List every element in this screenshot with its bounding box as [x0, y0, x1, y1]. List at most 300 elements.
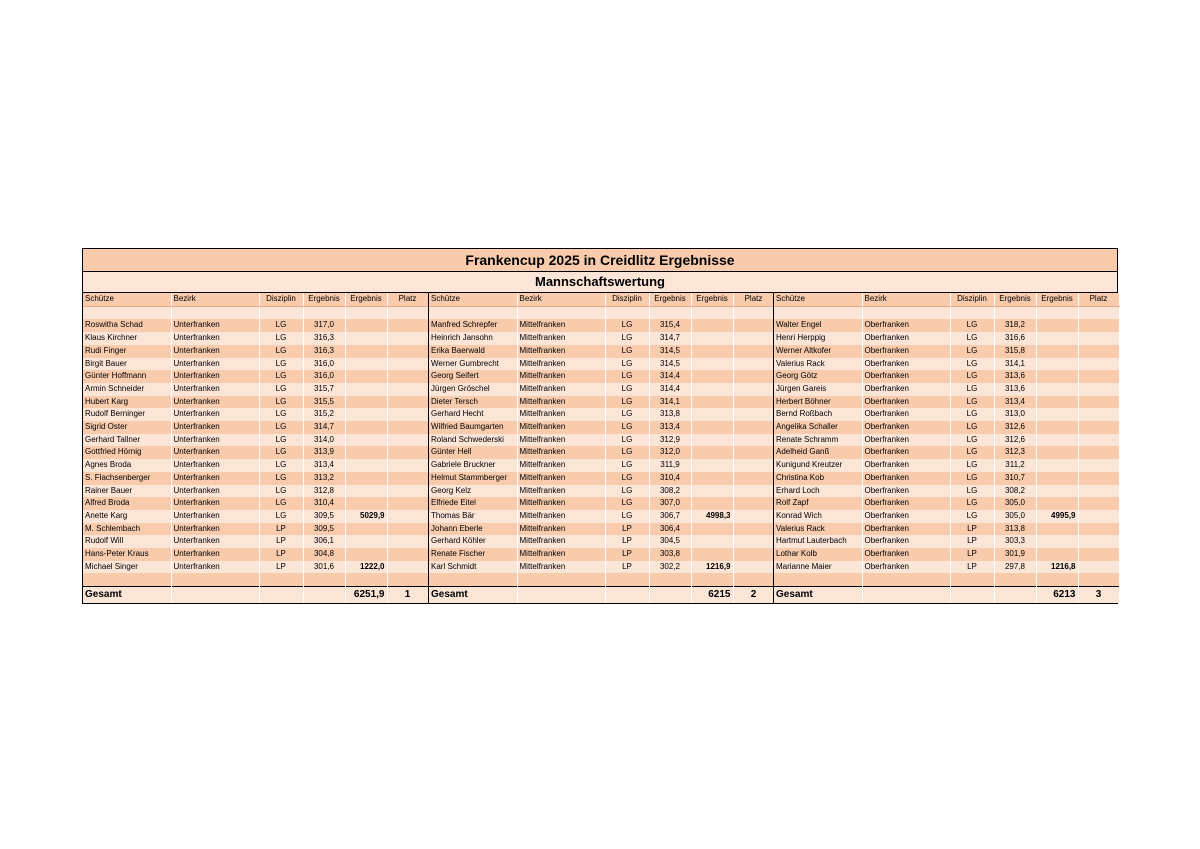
team-subtotal — [691, 446, 733, 459]
discipline-cell: LG — [950, 434, 994, 447]
score-cell: 303,8 — [649, 548, 691, 561]
discipline-cell: LG — [950, 446, 994, 459]
team-subtotal — [691, 485, 733, 498]
shooter-name: Werner Gumbrecht — [429, 358, 517, 371]
team-subtotal — [345, 548, 387, 561]
score-cell: 311,9 — [649, 459, 691, 472]
discipline-cell: LG — [605, 434, 649, 447]
empty-cell — [171, 587, 259, 604]
shooter-name: Thomas Bär — [429, 510, 517, 523]
score-cell: 308,2 — [649, 485, 691, 498]
shooter-name: Birgit Bauer — [83, 358, 171, 371]
shooter-name: Herbert Böhner — [774, 396, 862, 409]
empty-cell — [994, 587, 1036, 604]
discipline-cell: LG — [950, 510, 994, 523]
header-district: Bezirk — [862, 293, 950, 306]
district-cell: Oberfranken — [862, 408, 950, 421]
place-cell — [733, 472, 774, 485]
score-cell: 313,6 — [994, 383, 1036, 396]
table-header-row — [83, 293, 428, 306]
place-cell — [387, 510, 428, 523]
district-cell: Mittelfranken — [517, 523, 605, 536]
place-cell — [733, 535, 774, 548]
discipline-cell: LG — [605, 408, 649, 421]
empty-cell — [303, 587, 345, 604]
discipline-cell: LG — [259, 370, 303, 383]
team-subtotal — [691, 319, 733, 332]
team-subtotal — [1036, 446, 1078, 459]
team-subtotal — [345, 485, 387, 498]
score-cell: 312,3 — [994, 446, 1036, 459]
team-subtotal — [1036, 421, 1078, 434]
team-subtotal — [691, 345, 733, 358]
shooter-name: Heinrich Jansohn — [429, 332, 517, 345]
score-cell: 297,8 — [994, 561, 1036, 574]
team-subtotal — [345, 523, 387, 536]
score-cell: 313,0 — [994, 408, 1036, 421]
discipline-cell: LG — [605, 345, 649, 358]
score-cell: 315,5 — [303, 396, 345, 409]
total-row — [429, 587, 774, 604]
district-cell: Mittelfranken — [517, 319, 605, 332]
team-subtotal — [1036, 358, 1078, 371]
table-row — [774, 332, 1119, 345]
table-row — [83, 421, 428, 434]
place-cell — [1078, 408, 1119, 421]
shooter-name: Christina Kob — [774, 472, 862, 485]
header-district: Bezirk — [517, 293, 605, 306]
header-shooter: Schütze — [83, 293, 171, 306]
team-subtotal — [1036, 396, 1078, 409]
header-district: Bezirk — [171, 293, 259, 306]
discipline-cell: LG — [605, 332, 649, 345]
place-cell — [1078, 472, 1119, 485]
team-subtotal — [691, 472, 733, 485]
score-cell: 305,0 — [994, 497, 1036, 510]
discipline-cell: LG — [950, 345, 994, 358]
score-cell: 306,7 — [649, 510, 691, 523]
place-cell — [733, 332, 774, 345]
shooter-name: Hartmut Lauterbach — [774, 535, 862, 548]
score-cell: 301,6 — [303, 561, 345, 574]
place-cell — [733, 421, 774, 434]
score-cell: 307,0 — [649, 497, 691, 510]
team-subtotal — [1036, 523, 1078, 536]
discipline-cell: LG — [950, 485, 994, 498]
team-subtotal — [345, 383, 387, 396]
table-row — [774, 497, 1119, 510]
team-subtotal — [1036, 548, 1078, 561]
discipline-cell: LG — [605, 472, 649, 485]
discipline-cell: LP — [950, 561, 994, 574]
score-cell: 315,4 — [649, 319, 691, 332]
shooter-name: Valerius Rack — [774, 523, 862, 536]
table-row — [429, 485, 774, 498]
place-cell — [733, 485, 774, 498]
team-table-1 — [83, 293, 428, 603]
district-cell: Oberfranken — [862, 345, 950, 358]
shooter-name: Gabriele Bruckner — [429, 459, 517, 472]
district-cell: Mittelfranken — [517, 396, 605, 409]
header-place: Platz — [387, 293, 428, 306]
score-cell: 314,4 — [649, 370, 691, 383]
discipline-cell: LG — [259, 485, 303, 498]
score-cell: 316,0 — [303, 358, 345, 371]
place-cell — [733, 446, 774, 459]
table-row — [774, 535, 1119, 548]
table-row — [83, 408, 428, 421]
score-cell: 318,2 — [994, 319, 1036, 332]
place-cell — [733, 383, 774, 396]
shooter-name: Agnes Broda — [83, 459, 171, 472]
header-shooter: Schütze — [429, 293, 517, 306]
discipline-cell: LG — [950, 408, 994, 421]
place-cell — [733, 396, 774, 409]
discipline-cell: LG — [259, 446, 303, 459]
district-cell: Mittelfranken — [517, 446, 605, 459]
team-subtotal — [1036, 497, 1078, 510]
district-cell: Mittelfranken — [517, 434, 605, 447]
district-cell: Unterfranken — [171, 446, 259, 459]
place-cell — [1078, 459, 1119, 472]
place-cell — [387, 396, 428, 409]
shooter-name: Jürgen Gareis — [774, 383, 862, 396]
discipline-cell: LG — [259, 383, 303, 396]
table-row — [83, 396, 428, 409]
team-subtotal — [691, 459, 733, 472]
table-row — [83, 383, 428, 396]
team-subtotal: 1216,8 — [1036, 561, 1078, 574]
shooter-name: Wilfried Baumgarten — [429, 421, 517, 434]
total-label: Gesamt — [83, 587, 171, 604]
shooter-name: Erika Baerwald — [429, 345, 517, 358]
table-row — [429, 421, 774, 434]
discipline-cell: LG — [259, 421, 303, 434]
team-subtotal — [691, 523, 733, 536]
shooter-name: Elfriede Eitel — [429, 497, 517, 510]
place-cell — [733, 319, 774, 332]
place-cell — [387, 383, 428, 396]
team-subtotal — [345, 535, 387, 548]
team-subtotal — [345, 459, 387, 472]
score-cell: 312,8 — [303, 485, 345, 498]
place-cell — [387, 472, 428, 485]
score-cell: 313,4 — [994, 396, 1036, 409]
place-cell — [387, 459, 428, 472]
spacer-row — [83, 573, 428, 586]
discipline-cell: LG — [605, 421, 649, 434]
team-subtotal — [345, 472, 387, 485]
table-row — [83, 510, 428, 523]
table-row — [83, 548, 428, 561]
team-subtotal: 1216,9 — [691, 561, 733, 574]
shooter-name: Karl Schmidt — [429, 561, 517, 574]
district-cell: Mittelfranken — [517, 548, 605, 561]
shooter-name: Renate Fischer — [429, 548, 517, 561]
team-subtotal — [345, 408, 387, 421]
table-row — [774, 358, 1119, 371]
score-cell: 316,6 — [994, 332, 1036, 345]
team-subtotal — [1036, 408, 1078, 421]
discipline-cell: LP — [605, 561, 649, 574]
spacer-row — [429, 306, 774, 319]
discipline-cell: LP — [605, 535, 649, 548]
score-cell: 314,0 — [303, 434, 345, 447]
table-row — [429, 535, 774, 548]
district-cell: Mittelfranken — [517, 459, 605, 472]
score-cell: 314,5 — [649, 345, 691, 358]
score-cell: 311,2 — [994, 459, 1036, 472]
shooter-name: Hubert Karg — [83, 396, 171, 409]
table-row — [429, 561, 774, 574]
table-header-row — [774, 293, 1119, 306]
shooter-name: Jürgen Gröschel — [429, 383, 517, 396]
shooter-name: Rudi Finger — [83, 345, 171, 358]
table-row — [83, 535, 428, 548]
discipline-cell: LG — [605, 358, 649, 371]
place-cell — [387, 345, 428, 358]
shooter-name: Adelheid Ganß — [774, 446, 862, 459]
spacer-row — [429, 573, 774, 586]
empty-cell — [259, 587, 303, 604]
score-cell: 313,8 — [649, 408, 691, 421]
total-label: Gesamt — [774, 587, 862, 604]
shooter-name: Sigrid Oster — [83, 421, 171, 434]
table-row — [774, 396, 1119, 409]
district-cell: Mittelfranken — [517, 497, 605, 510]
discipline-cell: LG — [605, 383, 649, 396]
table-row — [429, 523, 774, 536]
shooter-name: Günter Hoffmann — [83, 370, 171, 383]
page-title: Frankencup 2025 in Creidlitz Ergebnisse — [83, 249, 1117, 272]
discipline-cell: LG — [259, 434, 303, 447]
place-cell — [1078, 497, 1119, 510]
shooter-name: Erhard Loch — [774, 485, 862, 498]
team-subtotal — [691, 396, 733, 409]
total-row — [83, 587, 428, 604]
district-cell: Mittelfranken — [517, 472, 605, 485]
discipline-cell: LP — [259, 523, 303, 536]
table-row — [429, 548, 774, 561]
score-cell: 310,7 — [994, 472, 1036, 485]
discipline-cell: LG — [259, 345, 303, 358]
place-cell — [733, 345, 774, 358]
team-subtotal — [1036, 383, 1078, 396]
shooter-name: Alfred Broda — [83, 497, 171, 510]
score-cell: 306,1 — [303, 535, 345, 548]
district-cell: Unterfranken — [171, 319, 259, 332]
score-cell: 313,8 — [994, 523, 1036, 536]
district-cell: Unterfranken — [171, 345, 259, 358]
shooter-name: Michael Singer — [83, 561, 171, 574]
total-row — [774, 587, 1119, 604]
shooter-name: Günter Hell — [429, 446, 517, 459]
table-row — [774, 561, 1119, 574]
table-row — [429, 319, 774, 332]
discipline-cell: LP — [605, 548, 649, 561]
district-cell: Unterfranken — [171, 472, 259, 485]
place-cell — [1078, 446, 1119, 459]
table-row — [83, 497, 428, 510]
discipline-cell: LG — [950, 370, 994, 383]
district-cell: Mittelfranken — [517, 561, 605, 574]
score-cell: 314,7 — [649, 332, 691, 345]
team-place: 3 — [1078, 587, 1119, 604]
header-place: Platz — [733, 293, 774, 306]
score-cell: 314,7 — [303, 421, 345, 434]
district-cell: Oberfranken — [862, 510, 950, 523]
team-subtotal — [1036, 459, 1078, 472]
discipline-cell: LP — [259, 561, 303, 574]
spacer-row — [83, 306, 428, 319]
place-cell — [733, 370, 774, 383]
district-cell: Mittelfranken — [517, 332, 605, 345]
place-cell — [387, 332, 428, 345]
table-row — [429, 510, 774, 523]
score-cell: 313,2 — [303, 472, 345, 485]
district-cell: Oberfranken — [862, 472, 950, 485]
table-row — [83, 485, 428, 498]
discipline-cell: LG — [259, 396, 303, 409]
score-cell: 303,3 — [994, 535, 1036, 548]
header-result: Ergebnis — [994, 293, 1036, 306]
discipline-cell: LP — [950, 535, 994, 548]
place-cell — [387, 408, 428, 421]
place-cell — [733, 548, 774, 561]
place-cell — [387, 485, 428, 498]
discipline-cell: LP — [605, 523, 649, 536]
district-cell: Oberfranken — [862, 459, 950, 472]
discipline-cell: LG — [950, 459, 994, 472]
score-cell: 314,4 — [649, 383, 691, 396]
table-row — [429, 497, 774, 510]
place-cell — [387, 561, 428, 574]
table-row — [429, 370, 774, 383]
table-row — [83, 332, 428, 345]
discipline-cell: LG — [605, 396, 649, 409]
table-row — [774, 421, 1119, 434]
team-subtotal — [691, 332, 733, 345]
shooter-name: Rudolf Will — [83, 535, 171, 548]
place-cell — [733, 561, 774, 574]
team-subtotal — [691, 408, 733, 421]
discipline-cell: LP — [950, 548, 994, 561]
team-subtotal — [691, 535, 733, 548]
team-subtotal — [345, 370, 387, 383]
discipline-cell: LP — [259, 548, 303, 561]
district-cell: Oberfranken — [862, 485, 950, 498]
discipline-cell: LG — [605, 370, 649, 383]
team-tables — [83, 293, 1117, 603]
score-cell: 304,5 — [649, 535, 691, 548]
score-cell: 302,2 — [649, 561, 691, 574]
score-cell: 309,5 — [303, 510, 345, 523]
table-row — [774, 319, 1119, 332]
score-cell: 315,2 — [303, 408, 345, 421]
score-cell: 313,9 — [303, 446, 345, 459]
shooter-name: Rudolf Berninger — [83, 408, 171, 421]
place-cell — [1078, 332, 1119, 345]
score-cell: 306,4 — [649, 523, 691, 536]
team-subtotal — [691, 434, 733, 447]
shooter-name: Manfred Schrepfer — [429, 319, 517, 332]
district-cell: Oberfranken — [862, 561, 950, 574]
district-cell: Unterfranken — [171, 523, 259, 536]
team-table-3 — [773, 293, 1118, 603]
team-place: 1 — [387, 587, 428, 604]
team-subtotal — [345, 497, 387, 510]
place-cell — [1078, 434, 1119, 447]
team-subtotal — [1036, 434, 1078, 447]
header-shooter: Schütze — [774, 293, 862, 306]
place-cell — [387, 358, 428, 371]
table-row — [83, 561, 428, 574]
district-cell: Unterfranken — [171, 485, 259, 498]
table-row — [429, 396, 774, 409]
shooter-name: Rolf Zapf — [774, 497, 862, 510]
table-row — [429, 332, 774, 345]
empty-cell — [950, 587, 994, 604]
results-sheet — [82, 248, 1118, 604]
shooter-name: Lothar Kolb — [774, 548, 862, 561]
table-row — [774, 472, 1119, 485]
team-subtotal — [1036, 332, 1078, 345]
score-cell: 317,0 — [303, 319, 345, 332]
place-cell — [733, 434, 774, 447]
district-cell: Unterfranken — [171, 459, 259, 472]
district-cell: Unterfranken — [171, 421, 259, 434]
place-cell — [1078, 485, 1119, 498]
discipline-cell: LG — [259, 408, 303, 421]
discipline-cell: LG — [950, 358, 994, 371]
district-cell: Oberfranken — [862, 434, 950, 447]
team-subtotal — [691, 497, 733, 510]
table-row — [774, 459, 1119, 472]
table-row — [83, 459, 428, 472]
table-row — [774, 446, 1119, 459]
team-place: 2 — [733, 587, 774, 604]
table-row — [774, 485, 1119, 498]
shooter-name: Konrad Wich — [774, 510, 862, 523]
score-cell: 313,6 — [994, 370, 1036, 383]
table-row — [429, 408, 774, 421]
district-cell: Unterfranken — [171, 396, 259, 409]
table-row — [83, 358, 428, 371]
place-cell — [387, 497, 428, 510]
discipline-cell: LG — [950, 332, 994, 345]
place-cell — [1078, 510, 1119, 523]
shooter-name: Angelika Schaller — [774, 421, 862, 434]
team-subtotal — [345, 345, 387, 358]
header-team-result: Ergebnis — [691, 293, 733, 306]
shooter-name: Gerhard Köhler — [429, 535, 517, 548]
place-cell — [733, 358, 774, 371]
table-row — [83, 370, 428, 383]
table-row — [429, 472, 774, 485]
shooter-name: Klaus Kirchner — [83, 332, 171, 345]
team-subtotal: 5029,9 — [345, 510, 387, 523]
district-cell: Mittelfranken — [517, 535, 605, 548]
district-cell: Mittelfranken — [517, 345, 605, 358]
shooter-name: Dieter Tersch — [429, 396, 517, 409]
discipline-cell: LG — [950, 472, 994, 485]
district-cell: Mittelfranken — [517, 370, 605, 383]
team-subtotal — [345, 421, 387, 434]
discipline-cell: LG — [950, 396, 994, 409]
shooter-name: M. Schlembach — [83, 523, 171, 536]
empty-cell — [649, 587, 691, 604]
table-row — [429, 345, 774, 358]
